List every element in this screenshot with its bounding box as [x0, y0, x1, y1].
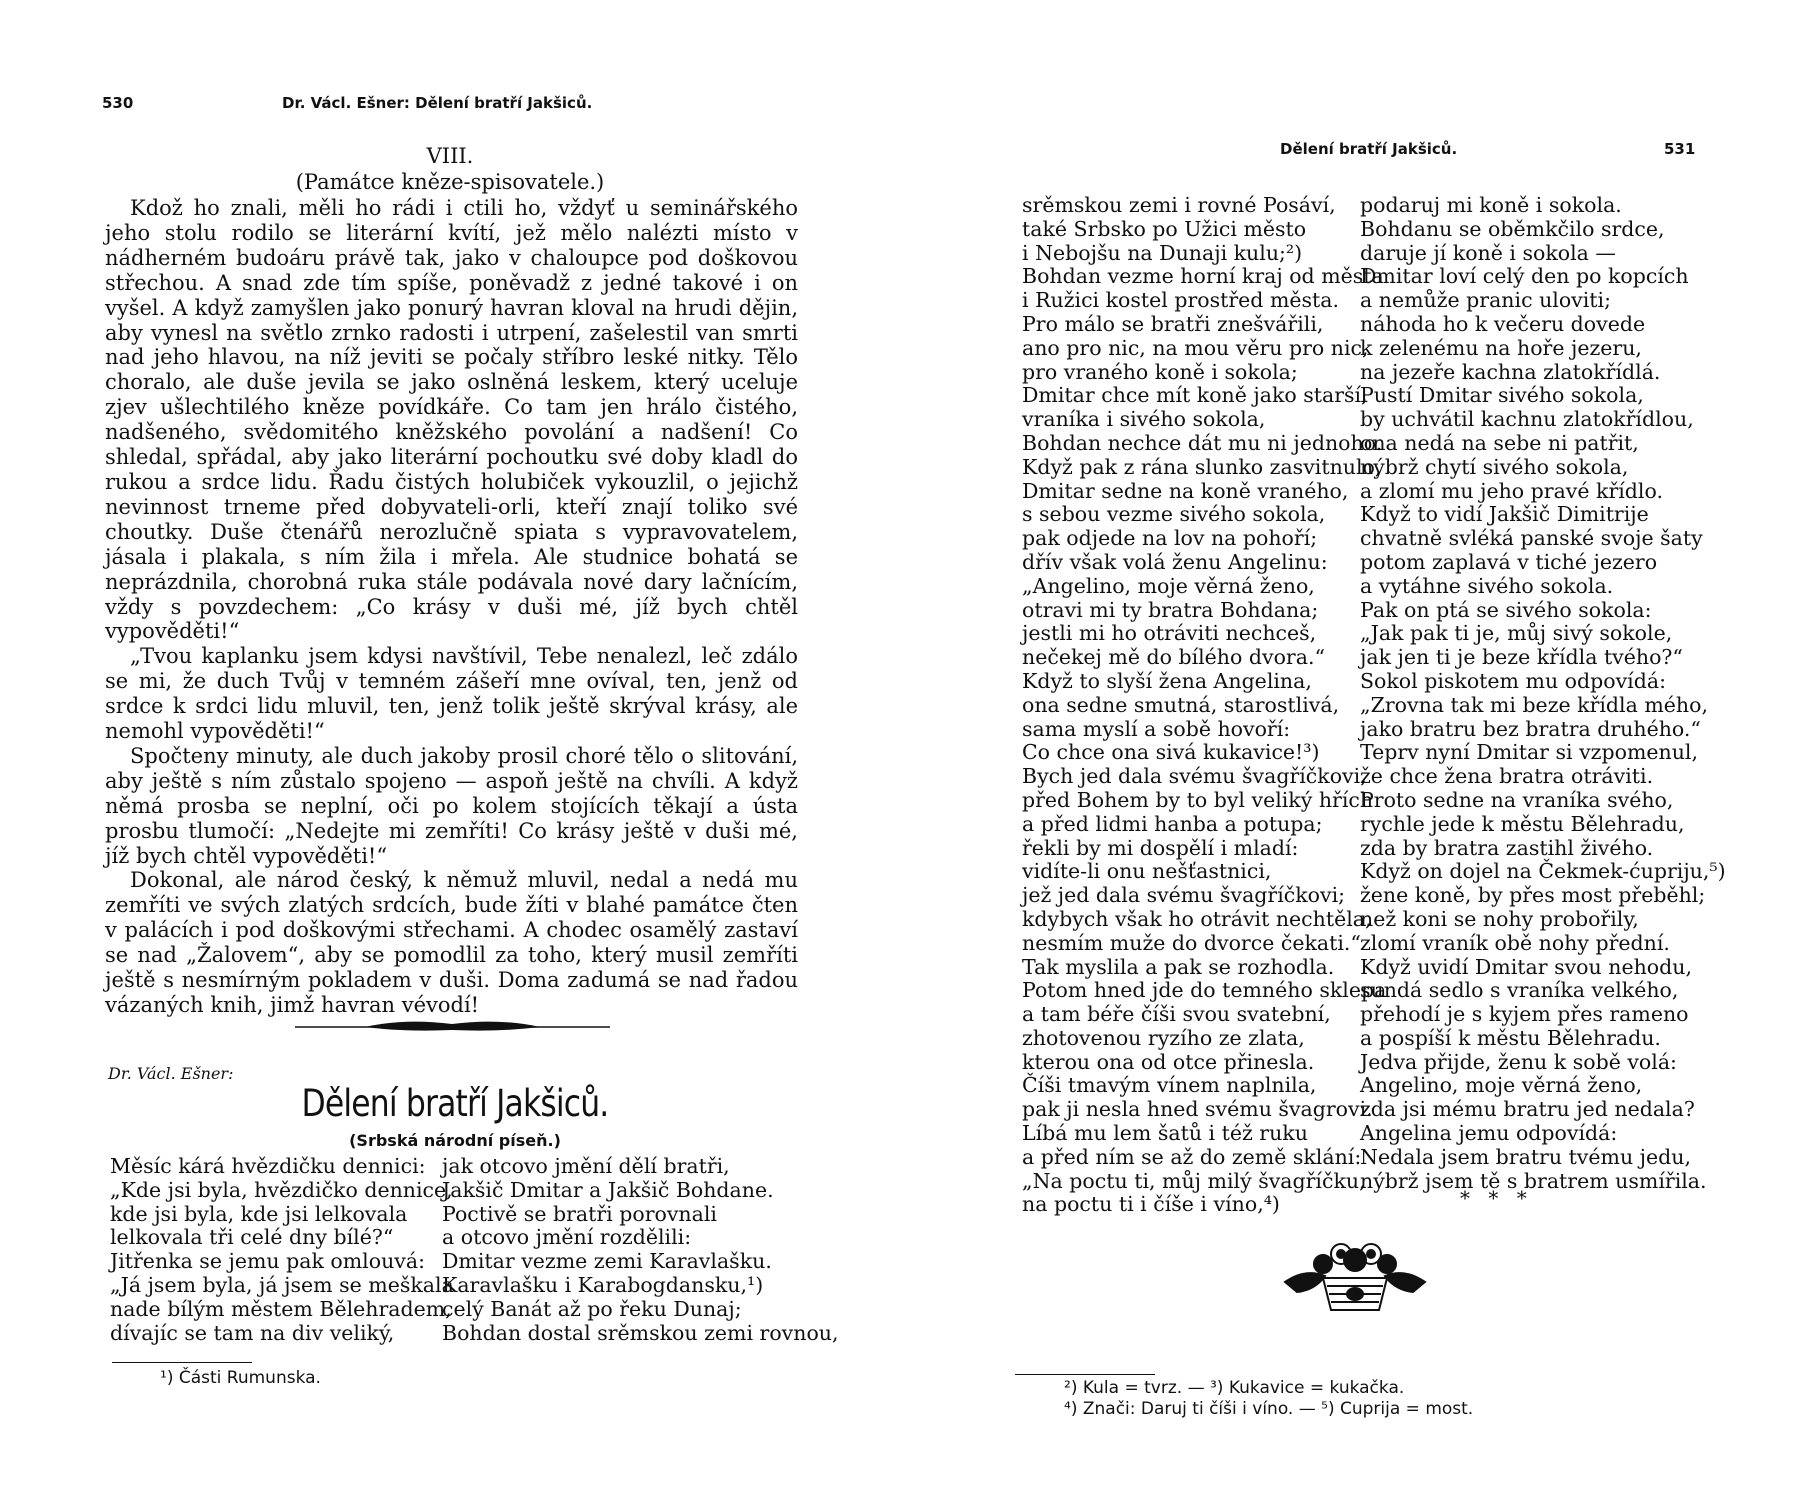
footnote-rule [112, 1362, 252, 1363]
verse-line: Tak myslila a pak se rozhodla. [1022, 954, 1335, 979]
verse-line: řekli by mi dospělí i mladí: [1022, 835, 1299, 860]
verse-line: nýbrž jsem tě s bratrem usmířila. [1360, 1168, 1707, 1193]
verse-line: Nedala jsem bratru tvému jedu, [1360, 1144, 1692, 1169]
verse-line: Bohdan nechce dát mu ni jednoho. [1022, 430, 1383, 455]
verse-line: jak otcovo jmění dělí bratři, [442, 1154, 730, 1178]
verse-line: Jitřenka se jemu pak omlouvá: [110, 1249, 425, 1274]
verse-line: pak odjede na lov na pohoří; [1022, 526, 1318, 551]
verse-line: a otcovo jmění rozdělili: [442, 1225, 692, 1250]
verse-line: že chce žena bratra otráviti. [1360, 764, 1654, 789]
verse-line: Bohdan dostal srěmskou zemi rovnou, [442, 1320, 839, 1345]
verse-line: Bych jed dala svému švagříčkovi, [1022, 764, 1367, 789]
verse-line: a vytáhne sivého sokola. [1360, 573, 1614, 598]
verse-line: Teprv nyní Dmitar si vzpomenul, [1360, 740, 1698, 765]
footnote: ⁴) Znači: Daruj ti číši i víno. — ⁵) Cuprija = most. [1064, 1399, 1474, 1419]
verse-line: „Kde jsi byla, hvězdičko dennice, [110, 1177, 453, 1202]
verse-line: dívajíc se tam na div veliký, [110, 1320, 395, 1345]
verse-line: Když to vidí Jakšič Dimitrije [1360, 502, 1649, 527]
verse-line: i Ružici kostel prostřed města. [1022, 288, 1340, 313]
article-body [105, 196, 798, 1018]
verse-line: potom zaplavá v tiché jezero [1360, 549, 1658, 574]
section-number: VIII. [426, 144, 474, 168]
poem-column-1 [1022, 194, 1386, 1217]
verse-line: zhotovenou ryzího ze zlata, [1022, 1025, 1305, 1050]
verse-line: jestli mi ho otráviti nechceš, [1022, 621, 1317, 646]
asterisks: * * * [1460, 1186, 1533, 1210]
verse-line: vidíte-li onu nešťastnici, [1022, 859, 1272, 884]
verse-line: Poctivě se bratři porovnali [442, 1201, 717, 1226]
right-page [900, 0, 1800, 1500]
verse-line: „Jak pak ti je, můj sivý sokole, [1360, 621, 1673, 646]
verse-line: Líbá mu lem šatů i též ruku [1022, 1121, 1308, 1146]
verse-line: jako bratru bez bratra druhého.“ [1360, 716, 1701, 741]
verse-line: Dmitar loví celý den po kopcích [1360, 264, 1689, 289]
verse-line: a tam béře číši svou svatební, [1022, 1002, 1331, 1027]
verse-line: podaruj mi koně i sokola. [1360, 193, 1622, 217]
verse-line: a před ním se až do země sklání: [1022, 1144, 1362, 1169]
paragraph: Dokonal, ale národ český, k němuž mluvil, nedal a nedá mu zemříti ve svých zlatých srdcích, bude žíti v blahé památce čten v palácích i pod doškovými střechami. A chodec osamělý zastaví se nad „Žalovem“, aby se pomodlil za toho, který musil zemříti ještě s nesmírným pokladem v duši. Doma zadumá se nad řadou vázaných knih, jimž havran vévodí! [105, 868, 798, 1017]
verse-line: Dmitar vezme zemi Karavlašku. [442, 1249, 772, 1274]
verse-line: vraníka i sivého sokola, [1022, 407, 1266, 432]
verse-line: Dmitar sedne na koně vraného, [1022, 478, 1349, 503]
verse-line: a nemůže pranic uloviti; [1360, 288, 1612, 313]
verse-line: Dmitar chce mít koně jako starší, [1022, 383, 1368, 408]
verse-line: pro vraného koně i sokola; [1022, 359, 1298, 384]
verse-line: nečekej mě do bílého dvora.“ [1022, 645, 1325, 670]
verse-line: zda jsi mému bratru jed nedala? [1360, 1097, 1695, 1122]
verse-line: Potom hned jde do temného sklepa [1022, 978, 1387, 1003]
verse-line: Proto sedne na vraníka svého, [1360, 787, 1674, 812]
section-subtitle: (Památce kněze-spisovatele.) [295, 170, 605, 194]
ornament-divider [295, 1018, 610, 1034]
verse-line: Bohdanu se oběmkčilo srdce, [1360, 216, 1665, 241]
verse-line: dřív však volá ženu Angelinu: [1022, 549, 1328, 574]
verse-line: otravi mi ty bratra Bohdana; [1022, 597, 1319, 622]
verse-line: daruje jí koně i sokola — [1360, 240, 1616, 265]
verse-line: sundá sedlo s vraníka velkého, [1360, 978, 1679, 1003]
verse-line: srěmskou zemi i rovné Posáví, [1022, 193, 1336, 217]
verse-line: celý Banát až po řeku Dunaj; [442, 1296, 742, 1321]
verse-line: Když pak z rána slunko zasvitnulo, [1022, 454, 1382, 479]
verse-line: před Bohem by to byl veliký hřích [1022, 787, 1374, 812]
page-number: 530 [102, 94, 134, 112]
verse-line: přehodí je s kyjem přes rameno [1360, 1002, 1689, 1027]
verse-line: pak ji nesla hned svému švagrovi. [1022, 1097, 1373, 1122]
paragraph: Kdož ho znali, měli ho rádi i ctili ho, vždyť u seminářského jeho stolu rodilo se literární kvítí, jež mělo nalézti místo v nádherném budoáru právě tak, jako v chaloupce pod doškovou střechou. A snad zde tím spíše, poněvadž z jedné takové i on vyšel. A když zamyšlen jako ponurý havran kloval na hrudi dějin, aby vynesl na světlo zrnko radosti i utrpení, zašelestil van smrti nad jeho hlavou, na níž jeviti se počaly stříbro leské nitky. Tělo choralo, ale duše jevila se jako oslněná leskem, který uceluje zjev ušlechtilého kněze povídkáře. Co tam jen hrálo čistého, nadšeného, svědomitého kněžského povolání a nadšení! Co shledal, spřádal, aby jako literární pochoutku své doby kladl do rukou a srdce lidu. Řadu čistých holubiček vykouzlil, o jejichž nevinnost trneme před dobyvateli-orli, kteří znají toliko své choutky. Duše čtenářů nerozlučně spiata s vypravovatelem, jásala i plakala, s ním žila i mřela. Ale studnice bohatá se neprázdnila, chorobná ruka stále podávala nové dary lačnícím, vždy s povzdechem: „Co krásy v duši mé, jíž bych chtěl vypověděti!“ [105, 196, 798, 644]
article-title: Dělení bratří Jakšiců. [301, 1082, 609, 1125]
verse-line: „Angelino, moje věrná ženo, [1022, 573, 1315, 598]
verse-line: zda by bratra zastihl živého. [1360, 835, 1654, 860]
verse-line: žene koně, by přes most přeběhl; [1360, 883, 1706, 908]
poem-column-2 [1360, 194, 1726, 1193]
verse-line: Když on dojel na Čekmek-ćupriju,⁵) [1360, 859, 1726, 884]
verse-line: Pak on ptá se sivého sokola: [1360, 597, 1652, 622]
verse-line: Bohdan vezme horní kraj od města [1022, 264, 1384, 289]
verse-line: ano pro nic, na mou věru pro nic, [1022, 335, 1369, 360]
page-number: 531 [1664, 140, 1696, 158]
verse-line: nade bílým městem Bělehradem, [110, 1296, 452, 1321]
verse-line: také Srbsko po Užici město [1022, 216, 1307, 241]
verse-line: Angelina jemu odpovídá: [1360, 1121, 1618, 1146]
verse-line: Když to slyší žena Angelina, [1022, 668, 1312, 693]
article-subtitle: (Srbská národní píseň.) [349, 1131, 561, 1150]
verse-line: Jakšič Dmitar a Jakšič Bohdane. [442, 1177, 774, 1202]
verse-line: zlomí vraník obě nohy přední. [1360, 930, 1670, 955]
verse-line: na poctu ti i číše i víno,⁴) [1022, 1192, 1280, 1217]
verse-line: jak jen ti je beze křídla tvého?“ [1360, 645, 1683, 670]
verse-line: lelkovala tři celé dny bílé?“ [110, 1225, 394, 1250]
verse-line: kde jsi byla, kde jsi lelkovala [110, 1201, 408, 1226]
verse-line: i Nebojšu na Dunaji kulu;²) [1022, 240, 1303, 265]
verse-line: „Na poctu ti, můj milý švagříčku, [1022, 1168, 1366, 1193]
poem-column-1 [110, 1155, 454, 1345]
verse-line: nýbrž chytí sivého sokola, [1360, 454, 1629, 479]
verse-line: než koni se nohy probořily, [1360, 906, 1639, 931]
verse-line: s sebou vezme sivého sokola, [1022, 502, 1326, 527]
verse-line: chvatně svléká panské svoje šaty [1360, 526, 1703, 551]
verse-line: a pospíší k městu Bělehradu. [1360, 1025, 1661, 1050]
footnote: ²) Kula = tvrz. — ³) Kukavice = kukačka. [1064, 1378, 1405, 1398]
paragraph: Spočteny minuty, ale duch jakoby prosil choré tělo o slitování, aby ještě s ním zůstalo spojeno — aspoň ještě na chvíli. A když němá prosba se neplní, oči po kolem stojících těkají a ústa prosbu tlumočí: „Nedejte mi zemříti! Co krásy ještě v duši mé, jíž bych chtěl vypověděti!“ [105, 743, 798, 868]
verse-line: Pro málo se bratři znešvářili, [1022, 311, 1324, 336]
verse-line: kdybych však ho otrávit nechtěla, [1022, 906, 1372, 931]
verse-line: náhoda ho k večeru dovede [1360, 311, 1646, 336]
verse-line: Angelino, moje věrná ženo, [1360, 1073, 1643, 1098]
verse-line: na jezeře kachna zlatokřídlá. [1360, 359, 1661, 384]
running-head: Dr. Václ. Ešner: Dělení bratří Jakšiců. [282, 94, 593, 112]
verse-line: Číši tmavým vínem naplnila, [1022, 1073, 1317, 1098]
verse-line: „Zrovna tak mi beze křídla mého, [1360, 692, 1708, 717]
paragraph: „Tvou kaplanku jsem kdysi navštívil, Tebe nenalezl, leč zdálo se mi, že duch Tvůj v temném zášeří mne ovíval, ten, jenž od srdce k srdci lidu mluvil, ten, jenž tolik ještě skrýval krásy, ale nemohl vypověděti!“ [105, 644, 798, 744]
verse-line: a před lidmi hanba a potupa; [1022, 811, 1323, 836]
verse-line: „Já jsem byla, já jsem se meškala [110, 1272, 454, 1297]
verse-line: k zelenému na hoře jezeru, [1360, 335, 1642, 360]
verse-line: Pustí Dmitar sivého sokola, [1360, 383, 1644, 408]
verse-line: nesmím muže do dvorce čekati.“ [1022, 930, 1361, 955]
footnote-rule [1015, 1374, 1155, 1375]
verse-line: Co chce ona sivá kukavice!³) [1022, 740, 1320, 765]
verse-line: rychle jede k městu Bělehradu, [1360, 811, 1685, 836]
verse-line: ona nedá na sebe ni patřit, [1360, 430, 1639, 455]
verse-line: kterou ona od otce přinesla. [1022, 1049, 1315, 1074]
verse-line: Sokol piskotem mu odpovídá: [1360, 668, 1666, 693]
verse-line: jež jed dala svému švagříčkovi; [1022, 883, 1346, 908]
poem-column-2 [442, 1155, 839, 1345]
verse-line: Jedva přijde, ženu k sobě volá: [1360, 1049, 1677, 1074]
verse-line: Když uvidí Dmitar svou nehodu, [1360, 954, 1692, 979]
verse-line: a zlomí mu jeho pravé křídlo. [1360, 478, 1663, 503]
footnote: ¹) Části Rumunska. [160, 1368, 321, 1388]
author-line: Dr. Václ. Ešner: [108, 1064, 234, 1083]
verse-line: Měsíc kárá hvězdičku dennici: [110, 1154, 426, 1178]
flower-basket-ornament [1275, 1238, 1435, 1316]
verse-line: Karavlašku i Karabogdansku,¹) [442, 1272, 764, 1297]
verse-line: sama myslí a sobě hovoří: [1022, 716, 1291, 741]
verse-line: ona sedne smutná, starostlivá, [1022, 692, 1340, 717]
verse-line: by uchvátil kachnu zlatokřídlou, [1360, 407, 1694, 432]
running-head: Dělení bratří Jakšiců. [1280, 140, 1458, 158]
